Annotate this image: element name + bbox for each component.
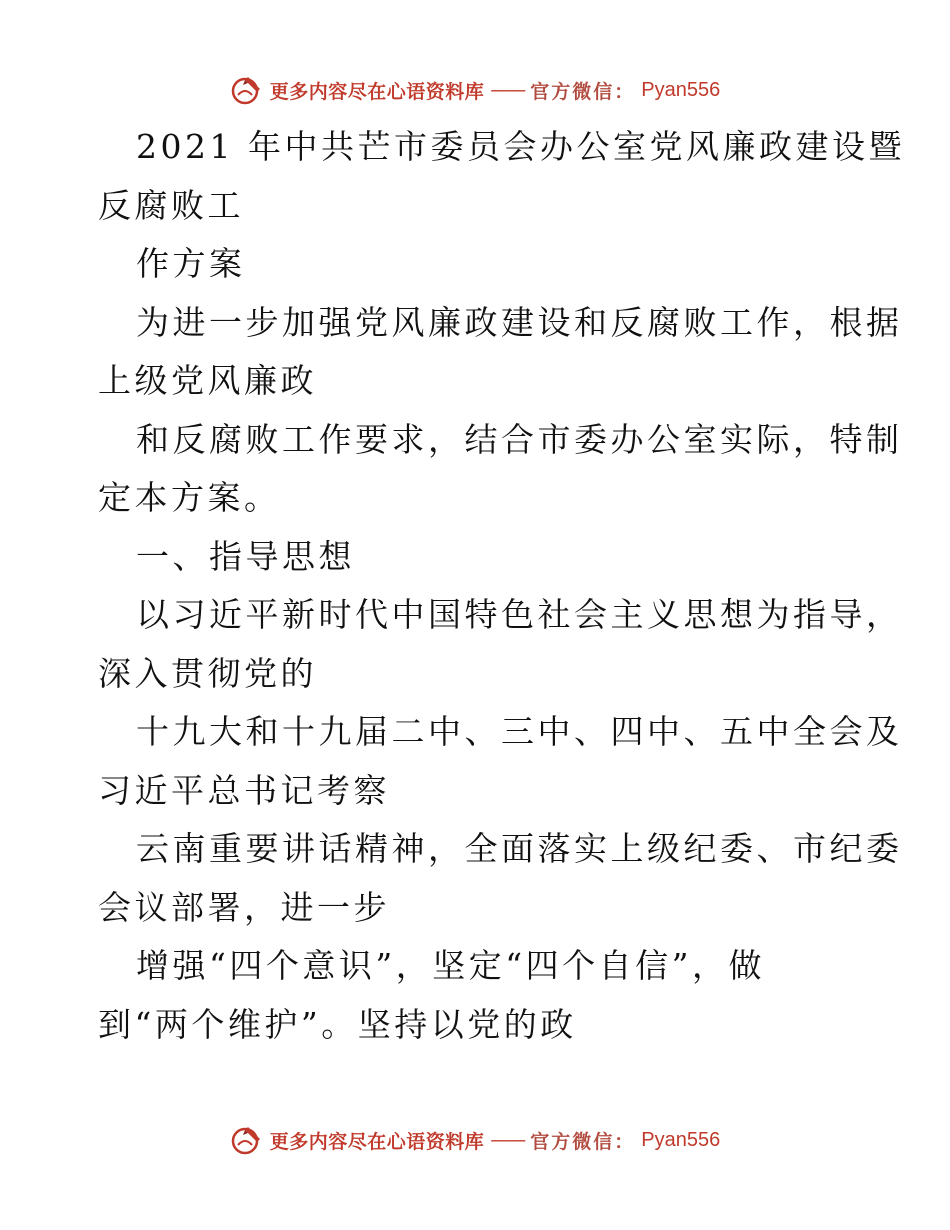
- document-body: [98, 118, 905, 1054]
- doc-line: 为进一步加强党风廉政建设和反腐败工作，根据: [136, 302, 903, 342]
- doc-line: 定本方案。: [98, 478, 281, 517]
- doc-line-title-3: 作方案: [136, 244, 246, 283]
- watermark-text: 更多内容尽在心语资料库: [269, 1130, 485, 1153]
- doc-line: 上级党风廉政: [98, 361, 317, 400]
- doc-line: 深入贯彻党的: [98, 653, 317, 693]
- book-pen-icon: [230, 1123, 264, 1157]
- doc-line: 到“两个维护”。坚持以党的政: [98, 1004, 577, 1044]
- watermark-id: Pyan556: [641, 78, 721, 101]
- watermark-dash: ——: [490, 1129, 525, 1151]
- doc-line: 十九大和十九届二中、三中、四中、五中全会及: [136, 712, 903, 751]
- doc-line: 以习近平新时代中国特色社会主义思想为指导，: [136, 595, 903, 634]
- header-watermark: [0, 70, 950, 110]
- doc-line: 习近平总书记考察: [98, 770, 390, 810]
- doc-line: 云南重要讲话精神，全面落实上级纪委、市纪委: [136, 829, 903, 868]
- book-pen-icon: [230, 73, 264, 107]
- watermark-dash: ——: [490, 79, 525, 101]
- doc-line: 和反腐败工作要求，结合市委办公室实际，特制: [136, 419, 903, 459]
- watermark-text: 更多内容尽在心语资料库: [269, 80, 485, 103]
- doc-line-title-1: 2021 年中共芒市委员会办公室党风廉政建设暨: [136, 127, 905, 166]
- doc-line: 增强“四个意识”，坚定“四个自信”，做: [136, 946, 765, 985]
- watermark-sub: 官方微信：: [530, 80, 636, 103]
- watermark-sub: 官方微信：: [530, 1130, 636, 1153]
- section-heading: 一、指导思想: [136, 536, 355, 576]
- watermark-id: Pyan556: [641, 1128, 721, 1151]
- doc-line-title-2: 反腐败工: [98, 185, 244, 225]
- footer-watermark: [0, 1120, 950, 1160]
- doc-line: 会议部署，进一步: [98, 887, 390, 927]
